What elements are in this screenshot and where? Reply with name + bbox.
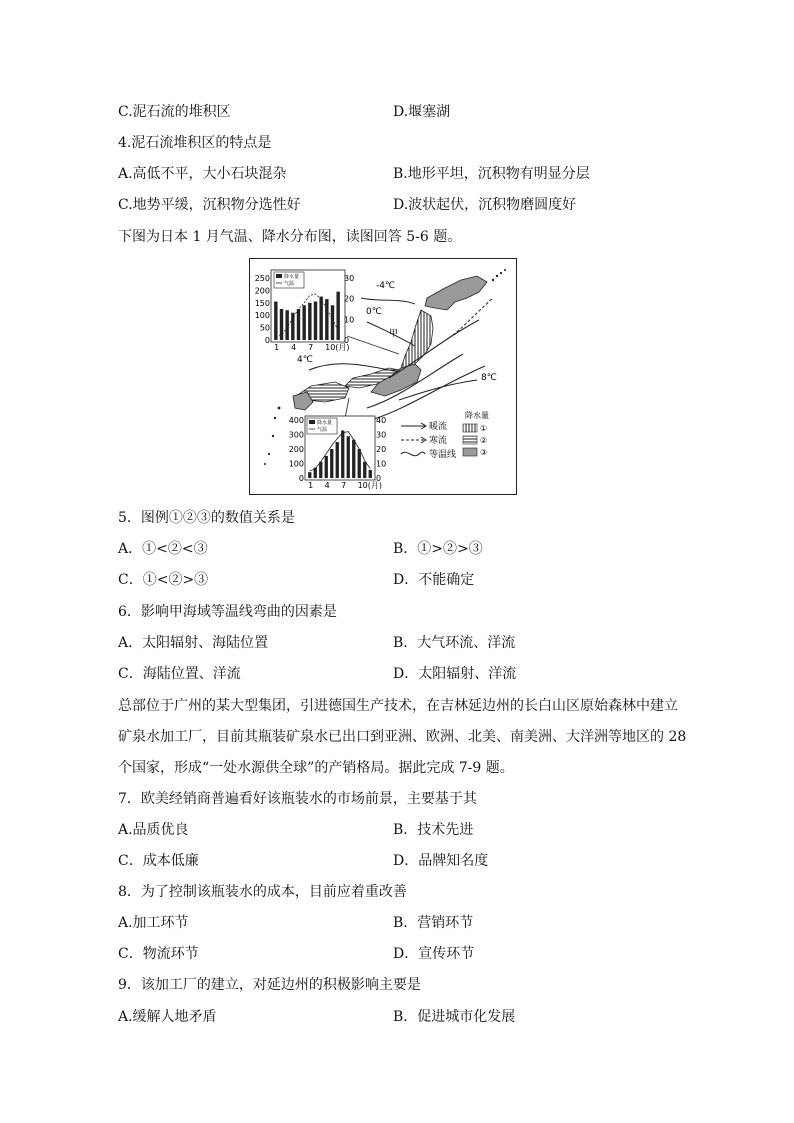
c2-bar [341,430,344,478]
c2-bar [330,449,333,478]
q7-option-d: D．品牌知名度 [393,853,489,869]
c1-ytick-right: 10 [344,315,355,325]
c1-ytick-left: 250 [254,274,270,283]
intro-7-9-line1: 总部位于广州的某大型集团，引进德国生产技术，在吉林延边州的长白山区原始森林中建立 [118,698,678,714]
c1-xtick: 10(月) [325,343,350,352]
q5-option-c: C．①<②>③ [118,572,209,588]
c1-ytick-right: 20 [344,294,355,304]
c2-bar [358,449,361,478]
c2-xtick: 1 [308,481,314,490]
c2-bar [336,442,339,478]
intro-5-6: 下图为日本 1 月气温、降水分布图，读图回答 5-6 题。 [118,229,462,245]
c2-ytick-left: 200 [288,445,304,454]
q7-stem: 7．欧美经销商普遍看好该瓶装水的市场前景，主要基于其 [118,791,477,807]
q8-option-a: A.加工环节 [118,915,189,931]
c2-ytick-right: 40 [376,416,387,425]
legend-p2: ② [480,436,488,445]
c1-xtick: 4 [291,343,297,352]
c1-ytick-right: 0 [344,336,350,345]
c2-ytick-left: 100 [288,459,304,469]
q7-option-c: C．成本低廉 [118,853,199,869]
q5-option-a: A．①<②<③ [118,541,208,557]
q5-stem: 5．图例①②③的数值关系是 [118,510,295,526]
intro-7-9-line2: 矿泉水加工厂，目前其瓶装矿泉水已出口到亚洲、欧洲、北美、南美洲、大洋洲等地区的 28 [118,729,687,745]
q6-option-b: B．大气环流、洋流 [393,635,516,651]
c2-xtick: 4 [324,481,330,490]
q4-option-c: C.地势平缓，沉积物分选性好 [118,197,301,213]
c2-xtick: 7 [341,481,347,490]
q9-stem: 9．该加工厂的建立，对延边州的积极影响主要是 [118,977,421,993]
q6-stem: 6．影响甲海域等温线弯曲的因素是 [118,604,337,620]
c2-ytick-right: 10 [376,459,387,469]
c1-xtick: 1 [274,343,280,352]
c2-bar [347,436,350,478]
c1-ytick-left: 0 [264,336,270,345]
q8-stem: 8．为了控制该瓶装水的成本，目前应着重改善 [118,884,407,900]
c2-ytick-left: 400 [288,416,304,425]
c2-bar [369,470,372,478]
c1-bar [302,305,305,340]
c1-bar [297,309,300,340]
c2-bar [325,456,328,478]
q8-option-d: D．宣传环节 [393,946,475,962]
c1-bar [319,297,322,340]
q4-option-b: B.地形平坦，沉积物有明显分层 [393,166,590,182]
legend-iso: 等温线 [429,450,457,460]
legend-precip-title: 降水量 [465,411,489,420]
label-4: 4℃ [297,355,313,365]
q4-option-d: D.波状起伏，沉积物磨圆度好 [393,197,577,213]
c1-bar [325,299,328,340]
q3-option-c: C.泥石流的堆积区 [118,104,231,120]
c1-xtick: 7 [308,343,314,352]
q3-option-d: D.堰塞湖 [393,104,451,120]
legend-warm: 暖流 [429,422,448,432]
label-jia: 甲 [389,329,399,339]
q4-option-a: A.高低不平，大小石块混杂 [118,166,287,182]
c2-ytick-right: 30 [376,430,387,440]
chart1-legend-temp: 气温 [284,281,295,287]
c2-bar [352,440,355,478]
c1-ytick-left: 200 [254,286,270,296]
c2-bar [308,472,311,478]
q5-option-d: D．不能确定 [393,572,475,588]
q5-option-b: B．①>②>③ [393,541,483,557]
intro-7-9-line3: 个国家，形成“一处水源供全球”的产销格局。据此完成 7-9 题。 [118,760,514,776]
c2-xtick: 10(月) [357,481,383,490]
q9-option-a: A.缓解人地矛盾 [118,1009,217,1025]
c2-ytick-left: 300 [288,430,304,440]
legend-cold: 寒流 [429,436,448,446]
c1-ytick-left: 150 [254,298,270,308]
label-0: 0℃ [366,307,382,317]
c1-bar [314,302,317,340]
c1-ytick-left: 100 [254,311,270,321]
c1-bar [274,302,277,340]
q8-option-b: B．营销环节 [393,915,474,931]
c1-bar [308,303,311,340]
c2-ytick-left: 0 [298,474,304,483]
c2-bar [363,462,366,478]
c1-bar [331,305,334,340]
q6-option-a: A．太阳辐射、海陆位置 [118,635,269,651]
chart1-legend-rain: 降水量 [284,274,300,280]
q6-option-c: C．海陆位置、洋流 [118,666,241,682]
legend-p1: ① [480,424,488,433]
c1-ytick-left: 50 [259,323,270,333]
q8-option-c: C．物流环节 [118,946,199,962]
q4-stem: 4.泥石流堆积区的特点是 [118,135,272,151]
climate-chart-1 [255,270,354,352]
japan-climate-map [249,258,517,495]
c1-bar [291,313,294,340]
c1-bar [336,292,339,340]
q7-option-b: B．技术先进 [393,822,474,838]
c2-ytick-right: 0 [376,474,382,483]
legend-p3: ③ [480,448,488,457]
chart2-legend-rain: 降水量 [317,420,333,426]
c2-bar [319,462,322,478]
label-minus4: -4℃ [376,281,396,291]
c2-ytick-right: 20 [376,445,387,454]
label-8: 8℃ [481,373,497,383]
q6-option-d: D．太阳辐射、洋流 [393,666,517,682]
chart2-legend-temp: 气温 [317,427,328,433]
q9-option-b: B．促进城市化发展 [393,1009,516,1025]
c1-ytick-right: 30 [344,274,355,283]
q7-option-a: A.品质优良 [118,822,189,838]
